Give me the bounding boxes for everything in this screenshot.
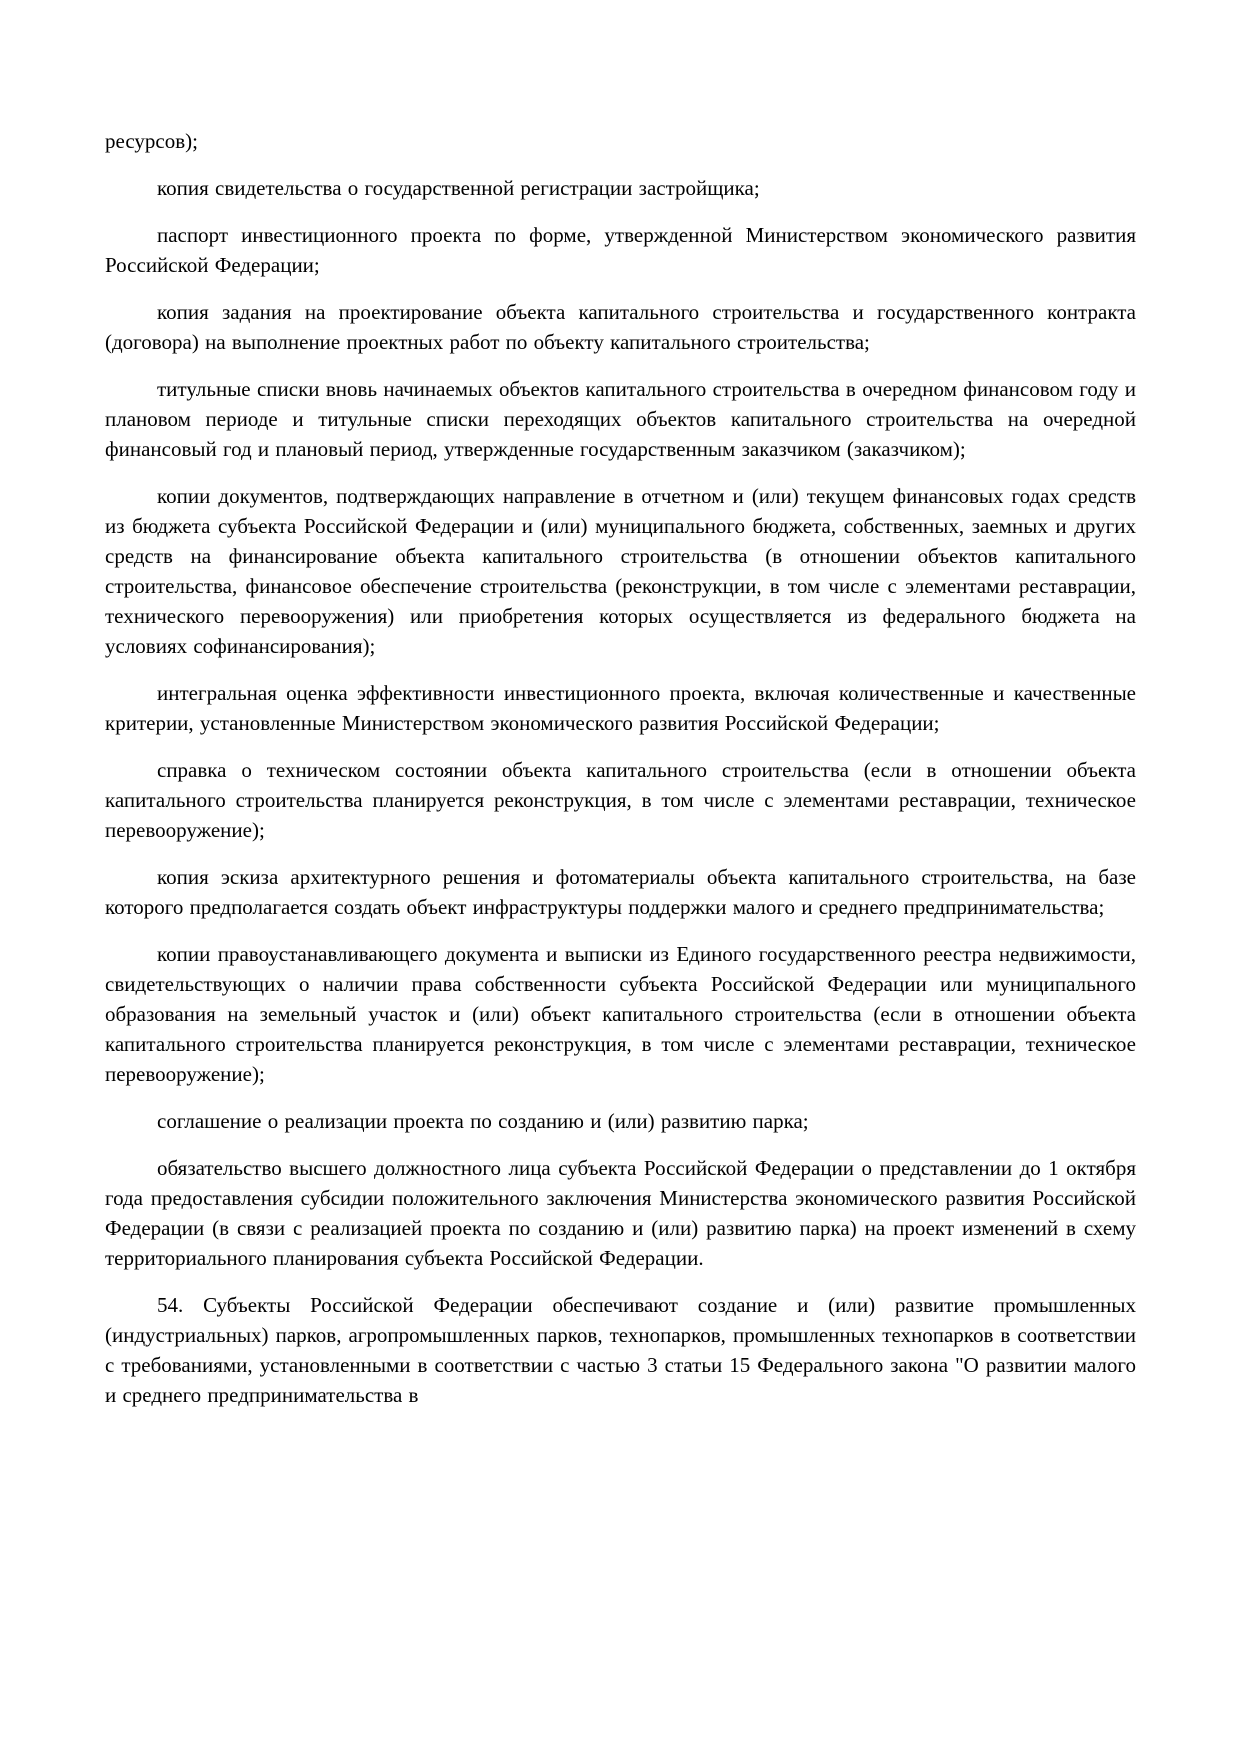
paragraph: копия эскиза архитектурного решения и фотоматериалы объекта капитального строительства, на базе которого предполагается создать объект инфраструктуры поддержки малого и среднего предпринимательства; — [105, 865, 1136, 919]
paragraph: копия свидетельства о государственной регистрации застройщика; — [157, 176, 760, 200]
paragraph: обязательство высшего должностного лица субъекта Российской Федерации о представлении до 1 октября года предоставления субсидии положительного заключения Министерства экономического развития Российской Федерации (в связи с реализацией проекта по созданию и (или) развитию парка) на проект изменений в схему территориального планирования субъекта Российской Федерации. — [105, 1156, 1136, 1270]
paragraph: копия задания на проектирование объекта капитального строительства и государственного контракта (договора) на выполнение проектных работ по объекту капитального строительства; — [105, 300, 1136, 354]
paragraph: титульные списки вновь начинаемых объектов капитального строительства в очередном финансовом году и плановом периоде и титульные списки переходящих объектов капитального строительства на очередной финансовый год и плановый период, утвержденные государственным заказчиком (заказчиком); — [105, 377, 1136, 461]
paragraph: интегральная оценка эффективности инвестиционного проекта, включая количественные и качественные критерии, установленные Министерством экономического развития Российской Федерации; — [105, 681, 1136, 735]
paragraph: паспорт инвестиционного проекта по форме, утвержденной Министерством экономического развития Российской Федерации; — [105, 223, 1136, 277]
paragraph: ресурсов); — [105, 129, 198, 153]
paragraph: копии правоустанавливающего документа и выписки из Единого государственного реестра недвижимости, свидетельствующих о наличии права собственности субъекта Российской Федерации или муниципального образования на земельный участок и (или) объект капитального строительства (если в отношении объекта капитального строительства планируется реконструкция, в том числе с элементами реставрации, техническое перевооружение); — [105, 942, 1136, 1086]
paragraph: копии документов, подтверждающих направление в отчетном и (или) текущем финансовых годах средств из бюджета субъекта Российской Федерации и (или) муниципального бюджета, собственных, заемных и других средств на финансирование объекта капитального строительства (в отношении объектов капитального строительства, финансовое обеспечение строительства (реконструкции, в том числе с элементами реставрации, технического перевооружения) или приобретения которых осуществляется из федерального бюджета на условиях софинансирования); — [105, 484, 1136, 658]
paragraph: 54. Субъекты Российской Федерации обеспечивают создание и (или) развитие промышленных (индустриальных) парков, агропромышленных парков, технопарков, промышленных технопарков в соответствии с требованиями, установленными в соответствии с частью 3 статьи 15 Федерального закона "О развитии малого и среднего предпринимательства в — [105, 1293, 1136, 1407]
paragraph: соглашение о реализации проекта по созданию и (или) развитию парка; — [157, 1109, 809, 1133]
paragraph: справка о техническом состоянии объекта капитального строительства (если в отношении объекта капитального строительства планируется реконструкция, в том числе с элементами реставрации, техническое перевооружение); — [105, 758, 1136, 842]
